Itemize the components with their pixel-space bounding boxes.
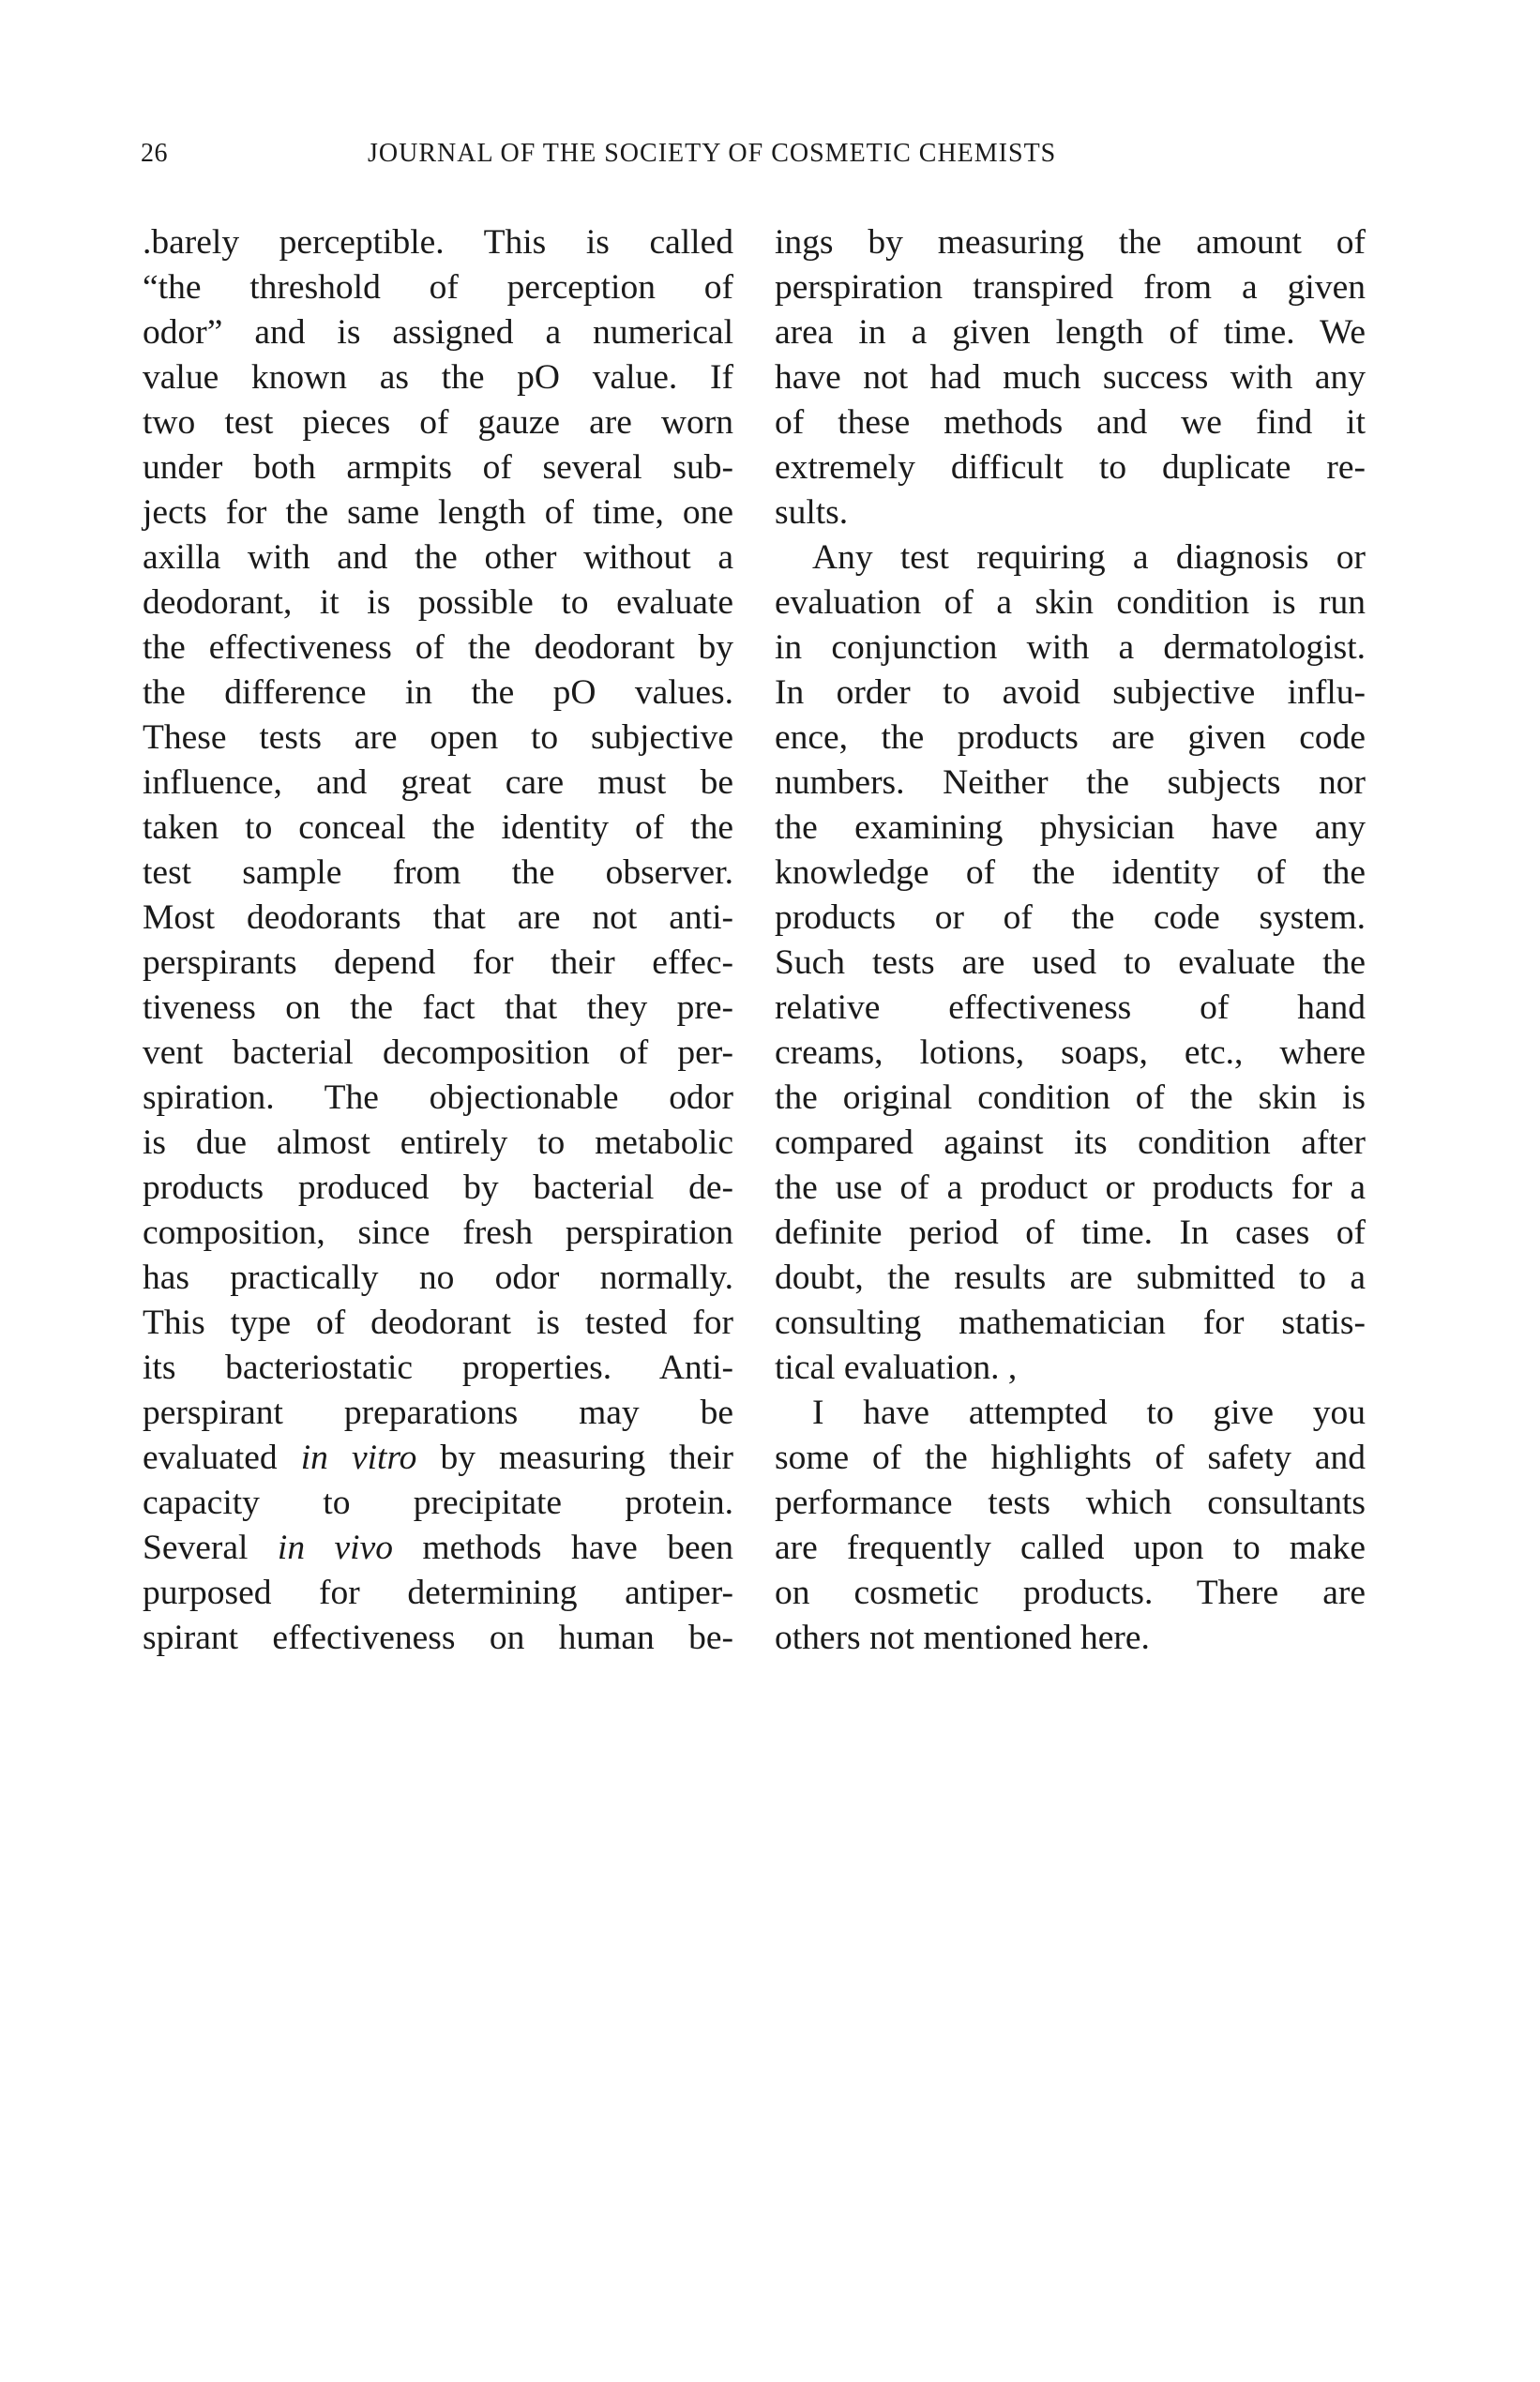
text-line: tiveness on the fact that they pre- [143, 988, 733, 1027]
text-line: evaluation of a skin condition is run [775, 583, 1366, 622]
text-line: In order to avoid subjective influ- [775, 673, 1366, 712]
text-line: perspiration transpired from a given [775, 268, 1366, 307]
right-paragraph-3 [775, 1391, 1366, 1661]
text-line: definite period of time. In cases of [775, 1214, 1366, 1252]
right-column [775, 220, 1366, 1661]
text-line: compared against its condition after [775, 1123, 1366, 1162]
text-line: Such tests are used to evaluate the [775, 943, 1366, 982]
text-line: I have attempted to give you [812, 1394, 1366, 1432]
text-line: the examining physician have any [775, 808, 1366, 847]
text-line: influence, and great care must be [143, 763, 733, 802]
text-line: jects for the same length of time, one [143, 493, 733, 532]
text-line: creams, lotions, soaps, etc., where [775, 1033, 1366, 1072]
text-line: odor” and is assigned a numerical [143, 313, 733, 352]
text-line-in-vivo [143, 1526, 733, 1571]
text-line: vent bacterial decomposition of per- [143, 1033, 733, 1072]
left-paragraph [143, 220, 733, 1661]
text-line: purposed for determining antiper- [143, 1574, 733, 1612]
text-line: the difference in the pO values. [143, 673, 733, 712]
page-number: 26 [141, 139, 168, 168]
left-column [143, 220, 733, 1661]
text-fragment: by measuring their [416, 1439, 734, 1477]
text-line: composition, since fresh perspiration [143, 1214, 733, 1252]
text-line: products or of the code system. [775, 898, 1366, 937]
text-line: the effectiveness of the deodorant by [143, 628, 733, 667]
text-line: “the threshold of perception of [143, 268, 733, 307]
italic-term: in vivo [277, 1529, 393, 1567]
right-paragraph-1 [775, 220, 1366, 535]
text-fragment: methods have been [392, 1529, 733, 1567]
text-line: are frequently called upon to make [775, 1529, 1366, 1567]
italic-term: in vitro [300, 1439, 417, 1477]
text-fragment: Several [143, 1529, 278, 1567]
text-line: consulting mathematician for statis- [775, 1304, 1366, 1342]
text-line: under both armpits of several sub- [143, 448, 733, 487]
text-line: Any test requiring a diagnosis or [812, 538, 1366, 577]
text-line: knowledge of the identity of the [775, 853, 1366, 892]
text-line: These tests are open to subjective [143, 718, 733, 757]
text-line: the original condition of the skin is [775, 1078, 1366, 1117]
text-line: its bacteriostatic properties. Anti- [143, 1349, 733, 1387]
right-paragraph-2 [775, 535, 1366, 1391]
text-line: .barely perceptible. This is called [143, 223, 733, 262]
text-line: is due almost entirely to metabolic [143, 1123, 733, 1162]
text-line: This type of deodorant is tested for [143, 1304, 733, 1342]
text-line: on cosmetic products. There are [775, 1574, 1366, 1612]
text-line: Most deodorants that are not anti- [143, 898, 733, 937]
text-line: spirant effectiveness on human be- [143, 1619, 733, 1657]
text-line: some of the highlights of safety and [775, 1439, 1366, 1477]
text-line: axilla with and the other without a [143, 538, 733, 577]
text-line: taken to conceal the identity of the [143, 808, 733, 847]
text-line: sults. [775, 493, 849, 532]
text-line: in conjunction with a dermatologist. [775, 628, 1366, 667]
text-line: two test pieces of gauze are worn [143, 403, 733, 442]
text-line: area in a given length of time. We [775, 313, 1366, 352]
text-line: relative effectiveness of hand [775, 988, 1366, 1027]
text-line: test sample from the observer. [143, 853, 733, 892]
text-line: products produced by bacterial de- [143, 1168, 733, 1207]
text-line: spiration. The objectionable odor [143, 1078, 733, 1117]
text-line: doubt, the results are submitted to a [775, 1259, 1366, 1297]
text-line: extremely difficult to duplicate re- [775, 448, 1366, 487]
text-line: numbers. Neither the subjects nor [775, 763, 1366, 802]
text-line: perspirants depend for their effec- [143, 943, 733, 982]
text-line: deodorant, it is possible to evaluate [143, 583, 733, 622]
text-line: value known as the pO value. If [143, 358, 733, 397]
page-header [141, 139, 1163, 176]
text-line: ings by measuring the amount of [775, 223, 1366, 262]
text-line: capacity to precipitate protein. [143, 1484, 733, 1522]
text-line: perspirant preparations may be [143, 1394, 733, 1432]
text-fragment: evaluated [143, 1439, 301, 1477]
text-line: performance tests which consultants [775, 1484, 1366, 1522]
text-line: the use of a product or products for a [775, 1168, 1366, 1207]
text-line-in-vitro [143, 1436, 733, 1481]
text-line: ence, the products are given code [775, 718, 1366, 757]
running-title: JOURNAL OF THE SOCIETY OF COSMETIC CHEMISTS [368, 139, 1057, 168]
text-line: has practically no odor normally. [143, 1259, 733, 1297]
text-line: others not mentioned here. [775, 1619, 1150, 1657]
text-line: tical evaluation. , [775, 1349, 1018, 1387]
text-line: have not had much success with any [775, 358, 1366, 397]
text-line: of these methods and we find it [775, 403, 1366, 442]
